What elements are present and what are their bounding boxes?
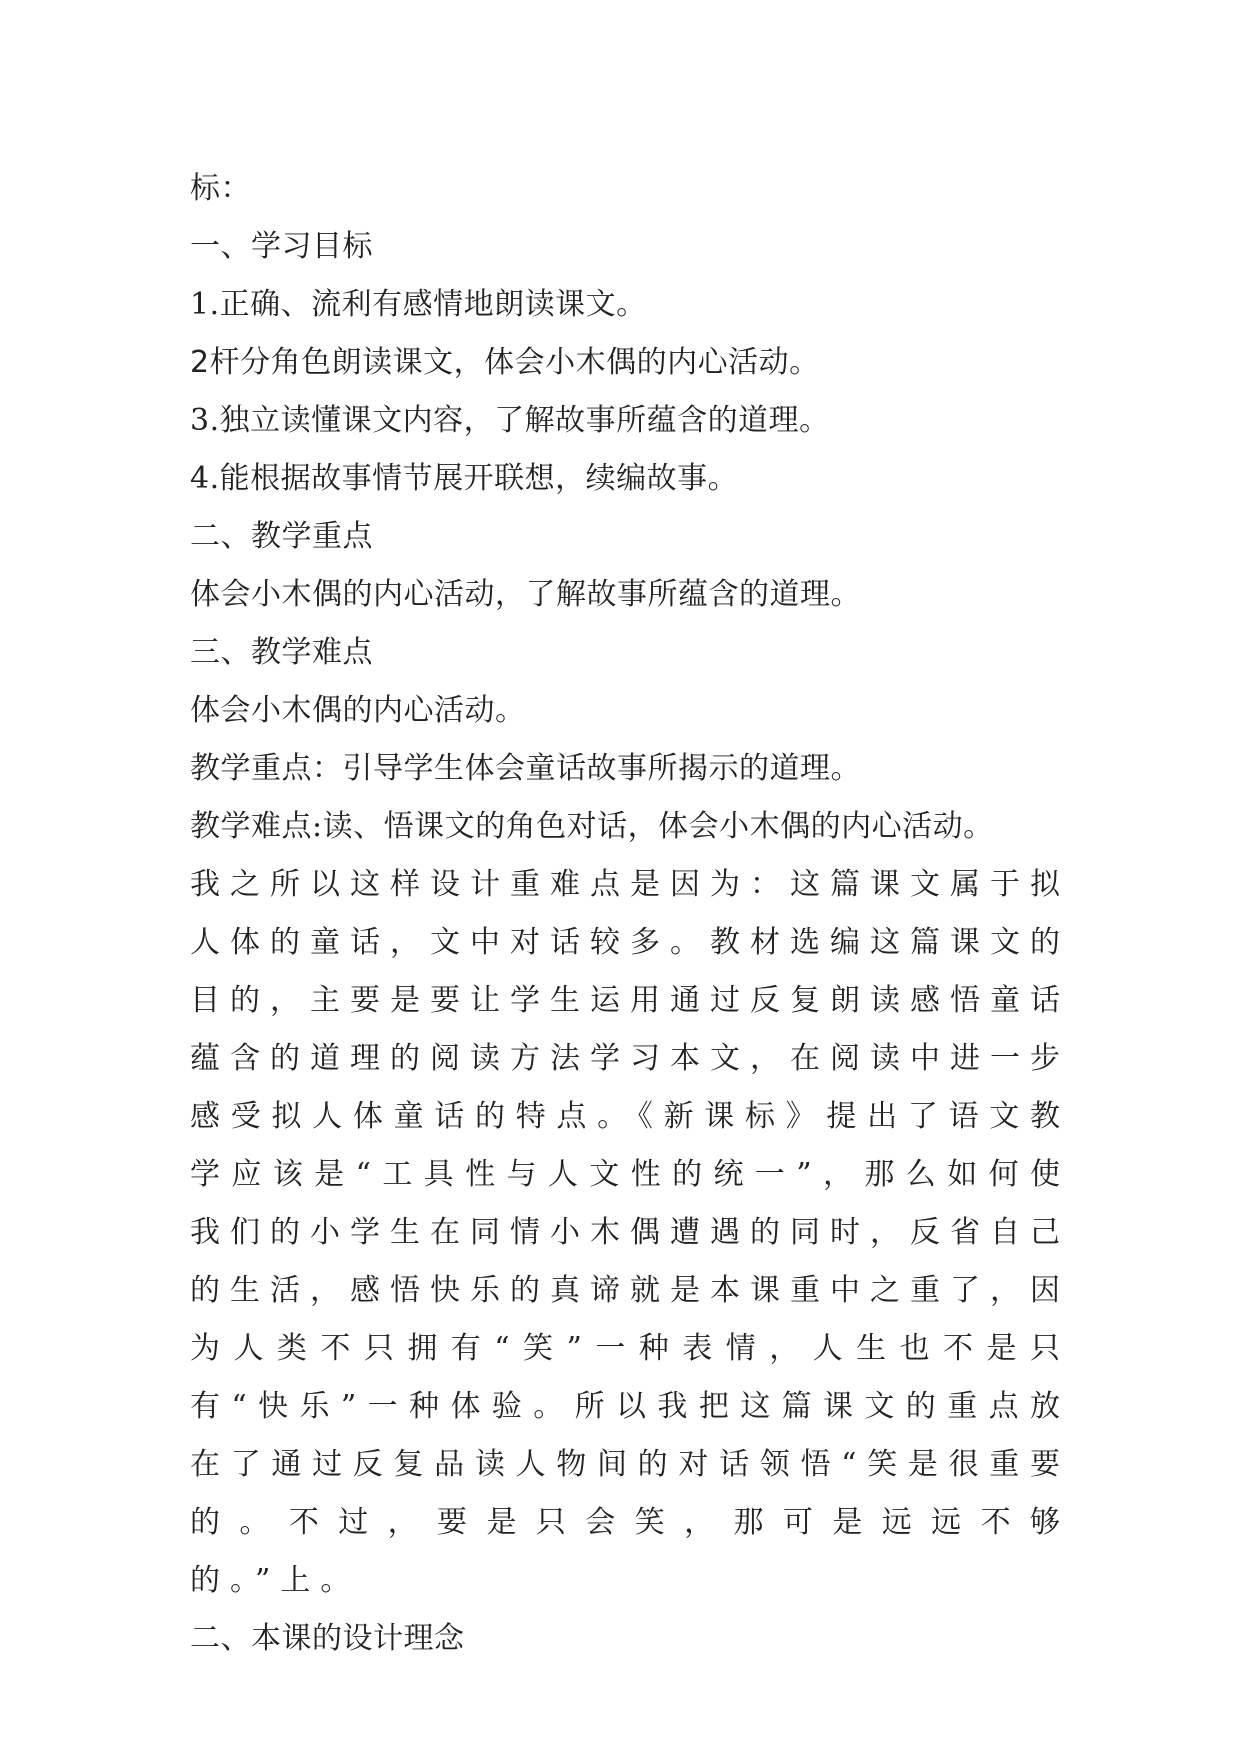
document-body: [190, 160, 1070, 1668]
focus-statement: 教学重点：引导学生体会童话故事所揭示的道理。: [190, 751, 861, 786]
goal-item-3: 3.独立读懂课文内容，了解故事所蕴含的道理。: [190, 403, 830, 438]
goal-item-4: 4.能根据故事情节展开联想，续编故事。: [190, 461, 739, 496]
teaching-difficulty-text: 体会小木偶的内心活动。: [190, 693, 526, 728]
heading-design-concept: 二、本课的设计理念: [190, 1621, 465, 1656]
heading-teaching-difficulty: 三、教学难点: [190, 635, 373, 670]
heading-learning-goals: 一、学习目标: [190, 229, 373, 264]
text-line-fragment: 标：: [190, 171, 251, 206]
goal-item-1: 1.正确、流利有感情地朗读课文。: [190, 287, 647, 322]
difficulty-statement: 教学难点:读、悟课文的角色对话，体会小木偶的内心活动。: [190, 809, 994, 844]
goal-item-2: 2杆分角色朗读课文，体会小木偶的内心活动。: [190, 345, 820, 380]
design-rationale-paragraph: 我之所以这样设计重难点是因为：这篇课文属于拟人体的童话，文中对话较多。教材选编这篇课文的目的，主要是要让学生运用通过反复朗读感悟童话蕴含的道理的阅读方法学习本文，在阅读中进一步感受拟人体童话的特点。《新课标》提出了语文教学应该是“工具性与人文性的统一”，那么如何使我们的小学生在同情小木偶遭遇的同时，反省自己的生活，感悟快乐的真谛就是本课重中之重了，因为人类不只拥有“笑”一种表情，人生也不是只有“快乐”一种体验。所以我把这篇课文的重点放在了通过反复品读人物间的对话领悟“笑是很重要的。不过，要是只会笑，那可是远远不够的。”上。: [190, 867, 1070, 1598]
teaching-focus-text: 体会小木偶的内心活动，了解故事所蕴含的道理。: [190, 577, 861, 612]
heading-teaching-focus: 二、教学重点: [190, 519, 373, 554]
